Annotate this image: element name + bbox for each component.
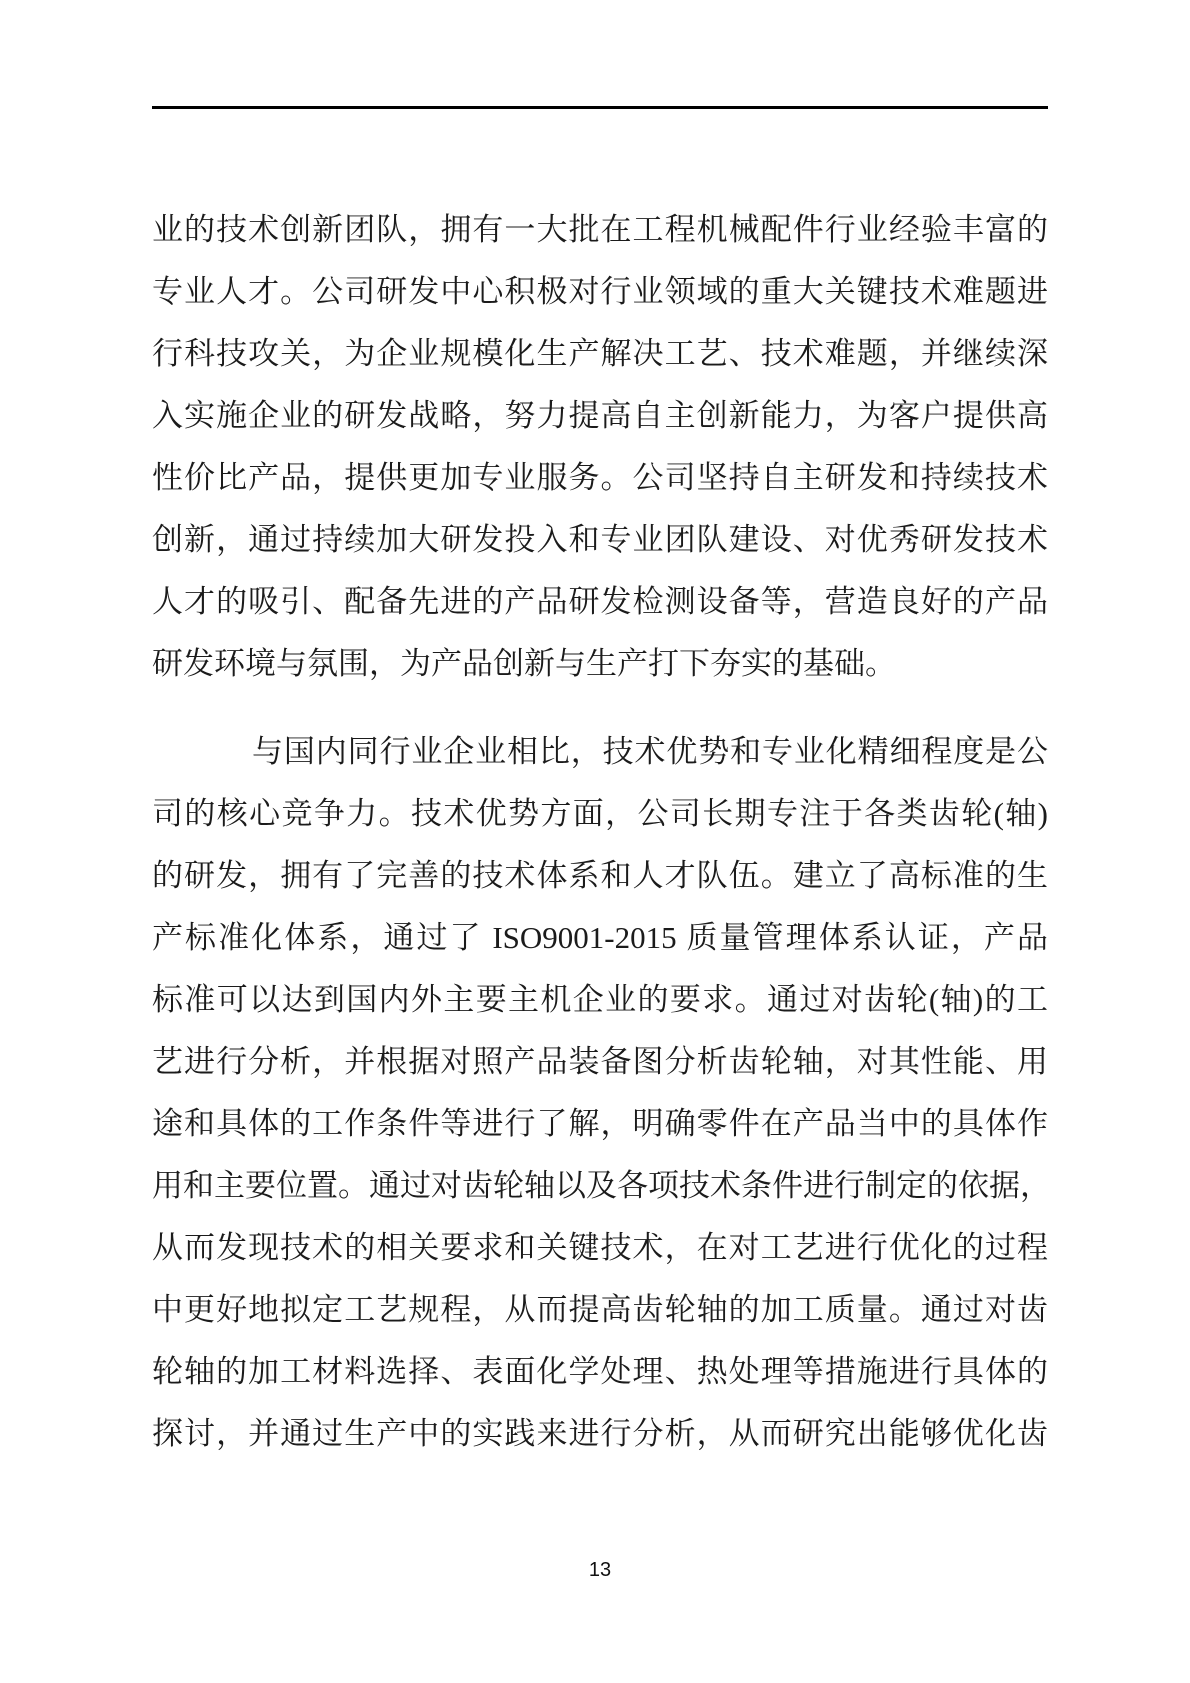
paragraph bbox=[152, 721, 1051, 1465]
paragraph bbox=[152, 199, 1048, 695]
text-line: 入实施企业的研发战略，努力提高自主创新能力，为客户提供高 bbox=[152, 398, 1048, 433]
text-line: 与国内同行业企业相比，技术优势和专业化精细程度是公 bbox=[252, 734, 1048, 769]
text-line: 创新，通过持续加大研发投入和专业团队建设、对优秀研发技术 bbox=[152, 522, 1048, 557]
text-line: 专业人才。公司研发中心积极对行业领域的重大关键技术难题进 bbox=[152, 274, 1048, 309]
header-rule bbox=[152, 106, 1048, 109]
text-line: 性价比产品，提供更加专业服务。公司坚持自主研发和持续技术 bbox=[152, 460, 1048, 495]
text-line: 探讨，并通过生产中的实践来进行分析，从而研究出能够优化齿 bbox=[152, 1416, 1048, 1451]
text-line: 艺进行分析，并根据对照产品装备图分析齿轮轴，对其性能、用 bbox=[152, 1044, 1048, 1079]
text-line: 行科技攻关，为企业规模化生产解决工艺、技术难题，并继续深 bbox=[152, 336, 1048, 371]
text-line: 产标准化体系，通过了 ISO9001-2015 质量管理体系认证，产品 bbox=[152, 920, 1048, 955]
text-line: 途和具体的工作条件等进行了解，明确零件在产品当中的具体作 bbox=[152, 1106, 1048, 1141]
text-line: 司的核心竞争力。技术优势方面，公司长期专注于各类齿轮(轴) bbox=[152, 796, 1048, 831]
page-footer bbox=[152, 1556, 1048, 1584]
page-number: 13 bbox=[588, 1559, 612, 1581]
text-line: 业的技术创新团队，拥有一大批在工程机械配件行业经验丰富的 bbox=[152, 212, 1048, 247]
text-line: 用和主要位置。通过对齿轮轴以及各项技术条件进行制定的依据， bbox=[152, 1168, 1051, 1203]
text-line: 标准可以达到国内外主要主机企业的要求。通过对齿轮(轴)的工 bbox=[152, 982, 1048, 1017]
text-line: 从而发现技术的相关要求和关键技术，在对工艺进行优化的过程 bbox=[152, 1230, 1048, 1265]
text-line: 中更好地拟定工艺规程，从而提高齿轮轴的加工质量。通过对齿 bbox=[152, 1292, 1048, 1327]
text-line: 人才的吸引、配备先进的产品研发检测设备等，营造良好的产品 bbox=[152, 584, 1048, 619]
document-body bbox=[152, 199, 1051, 1465]
text-line: 轮轴的加工材料选择、表面化学处理、热处理等措施进行具体的 bbox=[152, 1354, 1048, 1389]
text-line: 的研发，拥有了完善的技术体系和人才队伍。建立了高标准的生 bbox=[152, 858, 1048, 893]
text-line: 研发环境与氛围，为产品创新与生产打下夯实的基础。 bbox=[152, 646, 896, 681]
